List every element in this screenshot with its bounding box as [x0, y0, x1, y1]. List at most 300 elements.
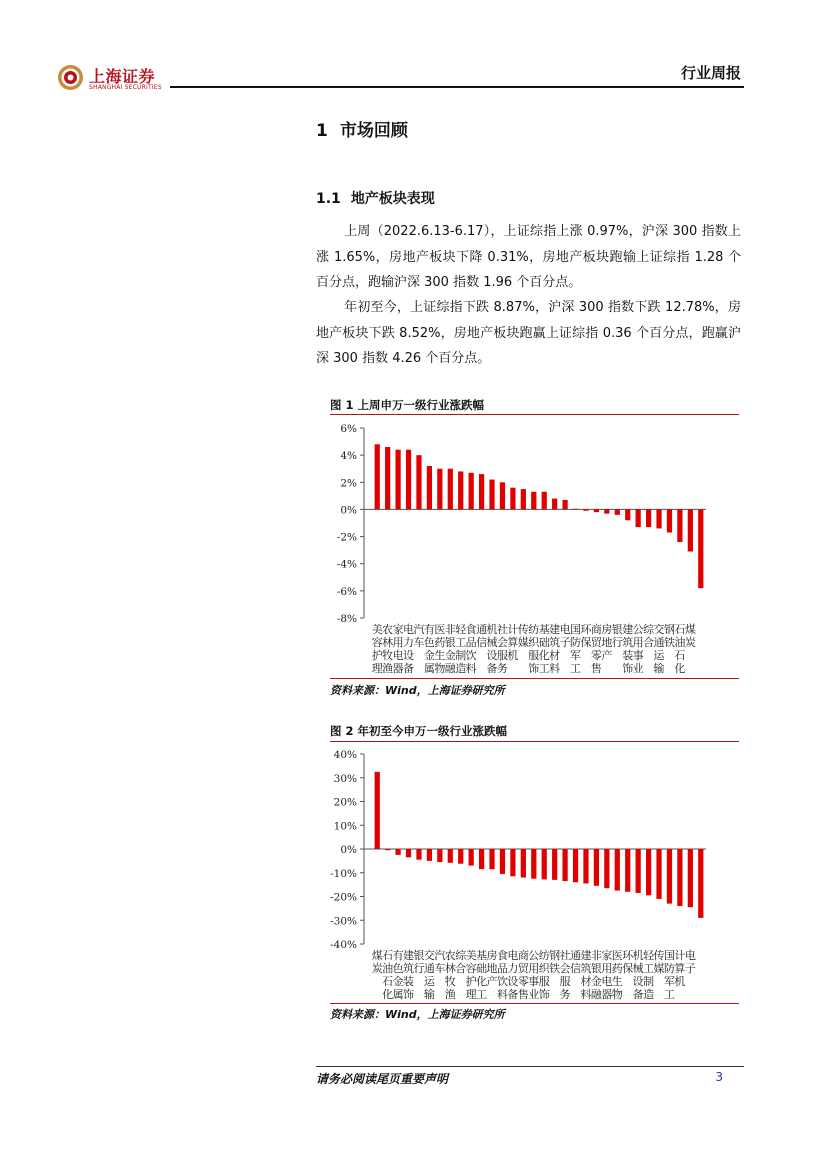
bar: [594, 849, 599, 886]
y-tick-label: -40%: [330, 939, 357, 951]
x-category-label-char: 军: [663, 975, 675, 988]
bar: [656, 849, 661, 899]
figure-1-top-rule: [330, 414, 739, 415]
x-category-label-char: 车: [413, 636, 425, 649]
x-category-label-char: 理: [465, 988, 477, 1001]
x-category-label-char: 通: [653, 636, 665, 649]
logo-text-en: SHANGHAI SECURITIES: [89, 84, 162, 91]
x-category-label-char: 物: [434, 662, 446, 675]
y-tick-label: -8%: [336, 613, 357, 625]
x-category-label-char: 色: [423, 636, 435, 649]
x-category-label-char: 银: [590, 962, 602, 975]
x-category-label-char: 渔: [444, 988, 456, 1001]
bar: [427, 849, 432, 861]
x-category-label-char: 银: [611, 623, 623, 636]
x-category-label-char: 合: [643, 636, 655, 649]
x-category-label-char: 钢: [549, 949, 561, 962]
section-heading: [316, 116, 408, 141]
x-category-label-char: 银: [444, 636, 456, 649]
x-category-label-char: 造: [643, 988, 655, 1001]
x-category-label-char: 事: [632, 649, 644, 662]
bar: [604, 509, 609, 513]
bar: [437, 849, 442, 862]
paragraph-ytd-text: 年初至今，上证综指下跌 8.87%，沪深 300 指数下跌 12.78%，房地产板块下跌 8.52%，房地产板块跑赢上证综指 0.36 个百分点，跑赢沪深 300 指数 4.26 个百分点。: [316, 300, 741, 366]
x-category-label-char: 通: [476, 623, 488, 636]
paragraph-ytd: [316, 295, 741, 372]
x-category-label-char: 设: [632, 975, 644, 988]
y-tick-label: 30%: [333, 772, 357, 785]
x-category-label-char: 饮: [465, 649, 477, 662]
x-category-label-char: 品: [496, 962, 508, 975]
x-category-label-char: 电: [392, 649, 404, 662]
x-category-label-char: 备: [507, 988, 519, 1001]
x-category-label-char: 装: [622, 649, 634, 662]
bar: [427, 466, 432, 509]
y-tick-label: 0%: [340, 504, 357, 517]
bar: [615, 849, 620, 891]
x-category-label-char: 运: [423, 975, 435, 988]
bar: [375, 772, 380, 849]
x-category-label-char: 社: [496, 623, 508, 636]
bar: [698, 509, 703, 588]
x-category-label-char: 保: [580, 636, 592, 649]
x-category-label-char: 交: [423, 949, 435, 962]
x-category-label-char: 饰: [622, 662, 634, 675]
x-category-label-char: 制: [455, 649, 467, 662]
x-category-label-char: 合: [455, 962, 467, 975]
x-category-label-char: 力: [403, 636, 415, 649]
x-category-label-char: 设: [486, 649, 498, 662]
bar: [573, 849, 578, 882]
x-category-label-char: 基: [538, 623, 550, 636]
y-tick-label: 10%: [333, 820, 357, 833]
bar: [625, 849, 630, 892]
x-category-label-char: 械: [486, 636, 498, 649]
x-category-label-char: 筑: [549, 636, 561, 649]
x-category-label-char: 通: [423, 962, 435, 975]
x-category-label-char: 防: [663, 962, 675, 975]
x-category-label-char: 运: [653, 649, 665, 662]
x-category-label-char: 色: [392, 962, 404, 975]
x-category-label-char: 备: [486, 662, 498, 675]
report-type: 行业周报: [680, 64, 741, 82]
x-category-label-char: 工: [455, 636, 467, 649]
x-category-label-char: 社: [559, 949, 571, 962]
x-category-label-char: 器: [392, 662, 404, 675]
x-category-label-char: 建: [549, 623, 561, 636]
x-category-label-char: 美: [371, 623, 383, 636]
logo-mark-icon: [57, 64, 84, 91]
bar: [375, 444, 380, 509]
y-tick-label: 4%: [340, 450, 357, 463]
x-category-label-char: 行: [611, 636, 623, 649]
x-category-label-char: 基: [476, 949, 488, 962]
x-category-label-char: 饰: [538, 988, 550, 1001]
x-category-label-char: 属: [392, 988, 404, 1001]
x-category-label-char: 食: [465, 623, 477, 636]
x-category-label-char: 输: [423, 988, 435, 1001]
x-category-label-char: 业: [528, 988, 540, 1001]
x-category-label-char: 用: [601, 962, 613, 975]
x-category-label-char: 铁: [663, 636, 675, 649]
x-category-label-char: 算: [674, 962, 686, 975]
x-category-label-char: 石: [674, 623, 686, 636]
x-category-label-char: 电: [684, 949, 696, 962]
bar: [521, 489, 526, 509]
x-category-label-char: 油: [382, 962, 394, 975]
x-category-label-char: 牧: [382, 649, 394, 662]
x-category-label-char: 医: [434, 623, 446, 636]
x-category-label-char: 纺: [538, 949, 550, 962]
x-category-label-char: 美: [465, 949, 477, 962]
bar: [646, 849, 651, 895]
bar: [646, 509, 651, 527]
y-tick-label: 40%: [333, 749, 357, 761]
bar: [583, 849, 588, 883]
subsection-heading: [316, 188, 435, 208]
x-category-label-char: 油: [674, 636, 686, 649]
x-category-label-char: 军: [570, 649, 582, 662]
x-category-label-char: 信: [570, 962, 582, 975]
x-category-label-char: 会: [496, 636, 508, 649]
x-category-label-char: 售: [590, 662, 602, 675]
x-category-label-char: 容: [465, 962, 477, 975]
bar: [521, 849, 526, 878]
x-category-label-char: 理: [371, 662, 383, 675]
x-category-label-char: 工: [570, 662, 582, 675]
x-category-label-char: 工: [643, 962, 655, 975]
section-title: 市场回顾: [339, 121, 408, 141]
x-category-label-char: 交: [653, 623, 665, 636]
x-category-label-char: 电: [507, 949, 519, 962]
x-category-label-char: 零: [590, 649, 602, 662]
x-category-label-char: 器: [601, 988, 613, 1001]
x-category-label-char: 药: [434, 636, 446, 649]
x-category-label-char: 金: [444, 649, 456, 662]
x-category-label-char: 贸: [590, 636, 602, 649]
ytd-industry-bar-chart: [322, 744, 742, 1002]
bar: [604, 849, 609, 888]
figure-2-chart: [322, 744, 742, 1006]
x-category-label-char: 金: [392, 975, 404, 988]
bar: [479, 474, 484, 509]
x-category-label-char: 务: [559, 988, 571, 1001]
x-category-label-char: 牧: [444, 975, 456, 988]
x-category-label-char: 售: [517, 988, 529, 1001]
bar: [552, 849, 557, 880]
x-category-label-char: 容: [371, 636, 383, 649]
x-category-label-char: 料: [465, 662, 477, 675]
x-category-label-char: 媒: [517, 636, 529, 649]
x-category-label-char: 电: [403, 623, 415, 636]
x-category-label-char: 地: [486, 962, 498, 975]
bar: [406, 849, 411, 857]
bar: [500, 482, 505, 509]
bar: [542, 492, 547, 510]
x-category-label-char: 物: [611, 988, 623, 1001]
x-category-label-char: 国: [663, 949, 675, 962]
x-category-label-char: 铁: [549, 962, 561, 975]
x-category-label-char: 材: [549, 649, 561, 662]
bar: [667, 509, 672, 532]
x-category-label-char: 设: [507, 975, 519, 988]
x-category-label-char: 备: [632, 988, 644, 1001]
x-category-label-char: 事: [528, 975, 540, 988]
x-category-label-char: 医: [611, 949, 623, 962]
x-category-label-char: 环: [580, 623, 592, 636]
x-category-label-char: 织: [528, 636, 540, 649]
x-category-label-char: 综: [455, 949, 467, 962]
x-category-label-char: 汽: [434, 949, 446, 962]
x-category-label-char: 产: [601, 649, 613, 662]
x-category-label-char: 属: [423, 662, 435, 675]
x-category-label-char: 工: [476, 988, 488, 1001]
bar: [688, 509, 693, 551]
x-category-label-char: 商: [590, 623, 602, 636]
x-category-label-char: 电: [559, 623, 571, 636]
y-tick-label: 20%: [333, 796, 357, 809]
x-category-label-char: 石: [382, 975, 394, 988]
x-category-label-char: 非: [590, 949, 602, 962]
x-category-label-char: 业: [632, 662, 644, 675]
x-category-label-char: 农: [444, 949, 456, 962]
x-category-label-char: 设: [403, 649, 415, 662]
bar: [448, 469, 453, 510]
x-category-label-char: 林: [382, 636, 394, 649]
footer-disclaimer: 请务必阅读尾页重要声明: [316, 1072, 449, 1086]
x-category-label-char: 煤: [684, 623, 696, 636]
x-category-label-char: 计: [674, 949, 686, 962]
x-category-label-char: 石: [382, 949, 394, 962]
x-category-label-char: 药: [611, 962, 623, 975]
x-category-label-char: 融: [590, 988, 602, 1001]
x-category-label-char: 有: [423, 623, 435, 636]
bar: [636, 849, 641, 893]
logo-text: 上海证券: [89, 67, 156, 86]
x-category-label-char: 媒: [653, 962, 665, 975]
x-category-label-char: 零: [517, 975, 529, 988]
y-tick-label: 2%: [340, 477, 357, 490]
bar: [625, 509, 630, 520]
x-category-label-char: 料: [549, 662, 561, 675]
x-category-label-char: 饰: [403, 988, 415, 1001]
x-category-label-char: 农: [382, 623, 394, 636]
x-category-label-char: 产: [486, 975, 498, 988]
bar: [677, 509, 682, 542]
x-category-label-char: 纺: [528, 623, 540, 636]
x-category-label-char: 生: [611, 975, 623, 988]
y-tick-label: 0%: [340, 844, 357, 856]
x-category-label-char: 备: [403, 662, 415, 675]
figure-1-bottom-rule: [330, 678, 739, 679]
x-category-label-char: 金: [590, 975, 602, 988]
x-category-label-char: 防: [570, 636, 582, 649]
x-category-label-char: 力: [507, 962, 519, 975]
bar: [416, 455, 421, 509]
bar: [667, 849, 672, 904]
x-category-label-char: 机: [486, 623, 498, 636]
x-category-label-char: 综: [643, 623, 655, 636]
bar: [510, 488, 515, 510]
header-divider: [170, 86, 744, 88]
x-category-label-char: 护: [371, 649, 383, 662]
x-category-label-char: 食: [496, 949, 508, 962]
x-category-label-char: 务: [496, 662, 508, 675]
x-category-label-char: 国: [570, 623, 582, 636]
x-category-label-char: 保: [622, 962, 634, 975]
x-category-label-char: 传: [653, 949, 665, 962]
x-category-label-char: 建: [622, 623, 634, 636]
x-category-label-char: 品: [465, 636, 477, 649]
x-category-label-char: 非: [444, 623, 456, 636]
x-category-label-char: 房: [601, 623, 613, 636]
x-category-label-char: 行: [413, 962, 425, 975]
x-category-label-char: 械: [632, 962, 644, 975]
bar: [479, 849, 484, 869]
x-category-label-char: 化: [538, 649, 550, 662]
x-category-label-char: 机: [632, 949, 644, 962]
bar: [416, 849, 421, 860]
figure-1-source: 资料来源：Wind，上海证券研究所: [330, 684, 505, 697]
subsection-title: 地产板块表现: [350, 191, 435, 207]
y-tick-label: -4%: [336, 558, 357, 571]
bar: [552, 499, 557, 510]
y-tick-label: -2%: [336, 531, 357, 544]
brand-logo: [57, 64, 167, 94]
bar: [583, 509, 588, 510]
x-category-label-char: 房: [486, 949, 498, 962]
x-category-label-char: 机: [674, 975, 686, 988]
weekly-industry-bar-chart: [322, 418, 742, 676]
bar: [406, 450, 411, 510]
x-category-label-char: 算: [507, 636, 519, 649]
x-category-label-char: 工: [663, 988, 675, 1001]
x-category-label-char: 化: [674, 662, 686, 675]
x-category-label-char: 轻: [643, 949, 655, 962]
x-category-label-char: 渔: [382, 662, 394, 675]
x-category-label-char: 用: [632, 636, 644, 649]
x-category-label-char: 用: [528, 962, 540, 975]
x-category-label-char: 料: [580, 988, 592, 1001]
bar: [489, 849, 494, 869]
x-category-label-char: 子: [559, 636, 571, 649]
x-category-label-char: 筑: [403, 962, 415, 975]
x-category-label-char: 制: [643, 975, 655, 988]
x-category-label-char: 建: [403, 949, 415, 962]
bar: [489, 480, 494, 510]
paragraph-weekly-text: 上周（2022.6.13-6.17），上证综指上涨 0.97%，沪深 300 指数上涨 1.65%，房地产板块下降 0.31%，房地产板块跑输上证综指 1.28 个百分点，跑输沪深 300 指数 1.96 个百分点。: [316, 224, 741, 290]
bar: [677, 849, 682, 906]
x-category-label-char: 银: [413, 949, 425, 962]
x-category-label-char: 煤: [371, 949, 383, 962]
x-category-label-char: 服: [559, 975, 571, 988]
x-category-label-char: 家: [601, 949, 613, 962]
bar: [469, 849, 474, 866]
x-category-label-char: 子: [684, 962, 696, 975]
bar: [562, 849, 567, 881]
x-category-label-char: 饰: [528, 662, 540, 675]
y-tick-label: -10%: [330, 867, 357, 880]
bar: [531, 849, 536, 879]
bar: [615, 509, 620, 514]
y-tick-label: 6%: [340, 423, 357, 435]
x-category-label-char: 生: [434, 649, 446, 662]
x-category-label-char: 公: [632, 623, 644, 636]
figure-1-title: 图 1 上周申万一级行业涨跌幅: [330, 398, 485, 412]
bar: [562, 500, 567, 510]
bar: [469, 473, 474, 510]
y-tick-label: -20%: [330, 891, 357, 904]
bar: [500, 849, 505, 874]
x-category-label-char: 贸: [517, 962, 529, 975]
x-category-label-char: 础: [476, 962, 488, 975]
x-category-label-char: 材: [580, 975, 592, 988]
figure-2-title: 图 2 年初至今申万一级行业涨跌幅: [330, 724, 508, 738]
x-category-label-char: 机: [507, 649, 519, 662]
x-category-label-char: 工: [538, 662, 550, 675]
x-category-label-char: 会: [559, 962, 571, 975]
x-category-label-char: 计: [507, 623, 519, 636]
bar: [542, 849, 547, 879]
bar: [385, 447, 390, 509]
x-category-label-char: 通: [570, 949, 582, 962]
bar: [594, 509, 599, 512]
x-category-label-char: 金: [423, 649, 435, 662]
bar: [385, 849, 390, 850]
x-category-label-char: 汽: [413, 623, 425, 636]
x-category-label-char: 化: [382, 988, 394, 1001]
x-category-label-char: 炭: [684, 636, 696, 649]
x-category-label-char: 用: [392, 636, 404, 649]
figure-2-bottom-rule: [330, 1003, 739, 1004]
x-category-label-char: 础: [538, 636, 550, 649]
x-category-label-char: 料: [496, 988, 508, 1001]
x-category-label-char: 公: [528, 949, 540, 962]
x-category-label-char: 传: [517, 623, 529, 636]
x-category-label-char: 石: [674, 649, 686, 662]
x-category-label-char: 筑: [580, 962, 592, 975]
x-category-label-char: 地: [601, 636, 613, 649]
x-category-label-char: 融: [444, 662, 456, 675]
x-category-label-char: 服: [538, 975, 550, 988]
x-category-label-char: 建: [580, 949, 592, 962]
bar: [458, 849, 463, 864]
paragraph-weekly: [316, 219, 741, 296]
bar: [688, 849, 693, 907]
bar: [458, 471, 463, 509]
x-category-label-char: 护: [465, 975, 477, 988]
x-category-label-char: 筑: [622, 636, 634, 649]
x-category-label-char: 林: [444, 962, 456, 975]
x-category-label-char: 电: [601, 975, 613, 988]
figure-2-source: 资料来源：Wind，上海证券研究所: [330, 1008, 505, 1021]
section-number: 1: [316, 121, 328, 141]
page-number: 3: [715, 1070, 723, 1084]
bar: [395, 849, 400, 855]
bar: [698, 849, 703, 918]
y-tick-label: -30%: [330, 915, 357, 928]
x-category-label-char: 家: [392, 623, 404, 636]
figure-2-top-rule: [330, 741, 739, 742]
figure-1-chart: [322, 418, 742, 680]
x-category-label-char: 饮: [496, 975, 508, 988]
x-category-label-char: 商: [517, 949, 529, 962]
bar: [437, 469, 442, 510]
x-category-label-char: 炭: [371, 962, 383, 975]
x-category-label-char: 装: [403, 975, 415, 988]
bar: [636, 509, 641, 527]
x-category-label-char: 化: [476, 975, 488, 988]
